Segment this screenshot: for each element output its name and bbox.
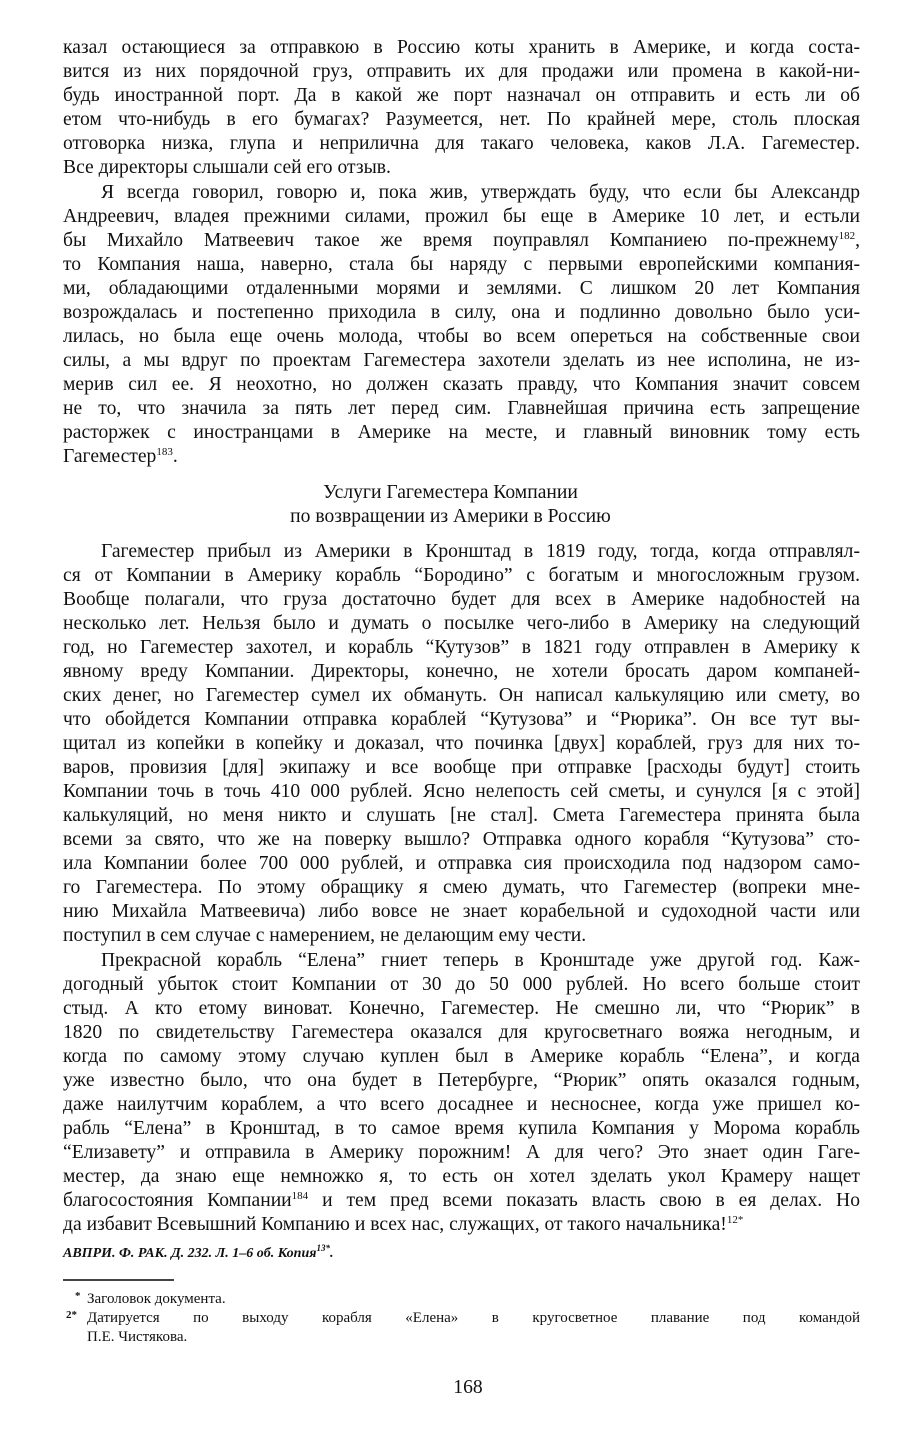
- text-fragment: бы Михайло Матвеевич такое же время поуправлял Компаниею по-прежнему: [63, 230, 839, 251]
- text-line: местер, да знаю еще немножко я, то есть он хотел зделать укол Крамеру нащет: [63, 1166, 860, 1187]
- text-line: етом что-нибудь в его бумагах? Разумеется, нет. По крайней мере, столь плоская: [63, 109, 860, 130]
- text-line: всеми за свято, что же на поверку вышло? Отправка одного корабля “Кутузова” сто-: [63, 829, 860, 850]
- footnote-separator: [63, 1279, 174, 1281]
- text-line: Я всегда говорил, говорю и, пока жив, утверждать буду, что если бы Александр: [101, 182, 860, 203]
- footnote-text: Заголовок документа.: [87, 1291, 226, 1307]
- text-line: уже известно было, что она будет в Петербурге, “Рюрик” опять оказался годным,: [63, 1070, 860, 1091]
- text-fragment: и тем пред всеми показать власть свою в ея делах. Но: [308, 1190, 860, 1211]
- footnote-ref-184[interactable]: 184: [291, 1190, 309, 1202]
- text-line: Гагеместер$^{183}$.: [63, 446, 178, 467]
- footnote-text: Датируется по выходу корабля «Елена» в кругосветное плавание под командой: [87, 1310, 860, 1326]
- text-line: щитал из копейки в копейку и доказал, что починка [двух] кораблей, груз для них то-: [63, 733, 860, 754]
- text-line: силы, а мы вдруг по проектам Гагеместера захотели зделать из нее исполина, не из-: [63, 350, 860, 371]
- text-fragment: Гагеместер: [63, 446, 157, 467]
- text-fragment: благосостояния Компании: [63, 1190, 292, 1211]
- text-line: когда по самому этому случаю куплен был в Америке корабль “Елена”, и когда: [63, 1046, 860, 1067]
- footnote-ref-182[interactable]: 182: [838, 230, 856, 242]
- text-line: даже наилутчим кораблем, а что всего досаднее и несноснее, когда уже пришел ко-: [63, 1094, 860, 1115]
- text-line: расторжек с иностранцами в Америке на месте, и главный виновник тому есть: [63, 422, 860, 443]
- text-line: будь иностранной порт. Да в какой же порт назначал он отправить и есть ли об: [63, 85, 860, 106]
- text-line: ила Компании более 700 000 рублей, и отправка сия происходила под надзором само-: [63, 853, 860, 874]
- footnote-mark: *: [75, 1290, 81, 1302]
- text-line: нию Михайла Матвеевича) либо вовсе не знает корабельной и судоходной части или: [63, 901, 860, 922]
- text-fragment: да избавит Всевышний Компанию и всех нас, служащих, от такого начальника!: [63, 1214, 727, 1235]
- section-heading-line-1: Услуги Гагеместера Компании: [323, 482, 578, 503]
- footnote-ref-12[interactable]: 12*: [726, 1214, 744, 1226]
- text-line: стыд. А кто етому виноват. Конечно, Гагеместер. Не смешно ли, что “Рюрик” в: [63, 998, 860, 1019]
- text-line: вится из них порядочной груз, отправить их для продажи или промена в какой-ни-: [63, 61, 860, 82]
- text-line: казал остающиеся за отправкою в Россию коты хранить в Америке, и когда соста-: [63, 37, 860, 58]
- text-line: явному вреду Компании. Директоры, конечно, не хотели бросать даром компаней-: [63, 661, 860, 682]
- text-line: возрождалась и постепенно приходила в силу, она и подлинно довольно было уси-: [63, 302, 860, 323]
- section-heading-line-2: по возвращении из Америки в Россию: [290, 506, 611, 527]
- text-line: бы Михайло Матвеевич такое же время поуправлял Компаниею по-прежнему$^{182}$,: [63, 230, 860, 251]
- text-line: то Компания наша, наверно, стала бы наряду с первыми европейскими компания-: [63, 254, 860, 275]
- text-line: го Гагеместера. По этому обращику я смею думать, что Гагеместер (вопреки мне-: [63, 877, 860, 898]
- archive-reference-end: .: [329, 1246, 334, 1261]
- text-line: не то, что значила за пять лет перед сим. Главнейшая причина есть запрещение: [63, 398, 860, 419]
- archive-reference: [63, 1244, 333, 1264]
- text-line: ми, обладающими отдаленными морями и землями. С лишком 20 лет Компания: [63, 278, 860, 299]
- page-number: 168: [453, 1377, 483, 1398]
- text-line: Прекрасной корабль “Елена” гниет теперь в Кронштаде уже другой год. Каж-: [101, 950, 860, 971]
- footnote-mark: 2*: [66, 1309, 77, 1321]
- text-line: что обойдется Компании отправка кораблей “Кутузова” и “Рюрика”. Он все тут вы-: [63, 709, 860, 730]
- archive-reference-text: АВПРИ. Ф. РАК. Д. 232. Л. 1–6 об. Копия: [63, 1246, 317, 1261]
- text-line: Андреевич, владея прежними силами, прожил бы еще в Америке 10 лет, и естьли: [63, 206, 860, 227]
- text-line: Гагеместер прибыл из Америки в Кронштад в 1819 году, тогда, когда отправлял-: [101, 541, 860, 562]
- text-line: калькуляций, но меня никто и слушать [не стал]. Смета Гагеместера принята была: [63, 805, 860, 826]
- text-line: мерив сил ее. Я неохотно, но должен сказать правду, что Компания значит совсем: [63, 374, 860, 395]
- footnote-ref-13[interactable]: 13*: [316, 1243, 330, 1253]
- text-line: ских денег, но Гагеместер сумел их обмануть. Он написал калькуляцию или смету, во: [63, 685, 860, 706]
- text-line: догодный убыток стоит Компании от 30 до 50 000 рублей. Но всего больше стоит: [63, 974, 860, 995]
- text-line: отговорка низка, глупа и неприлична для такаго человека, каков Л.А. Гагеместер.: [63, 133, 860, 154]
- text-line: [63, 1213, 860, 1237]
- text-line: несколько лет. Нельзя было и думать о посылке чего-либо в Америку на следующий: [63, 613, 860, 634]
- text-line: [63, 1189, 860, 1213]
- text-line: Компании точь в точь 410 000 рублей. Ясно нелепость сей сметы, и сунулся [я с этой]: [63, 781, 860, 802]
- text-line: поступил в сем случае с намерением, не делающим ему чести.: [63, 925, 587, 946]
- text-line: варов, провизия [для] экипажу и все вообще при отправке [расходы будут] стоить: [63, 757, 860, 778]
- text-line: ся от Компании в Америку корабль “Бородино” с богатым и многосложным грузом.: [63, 565, 860, 586]
- text-line: Вообще полагали, что груза достаточно будет для всех в Америке надобностей на: [63, 589, 860, 610]
- text-line: рабль “Елена” в Кронштад, в то самое время купила Компания у Морома корабль: [63, 1118, 860, 1139]
- footnote-text: П.Е. Чистякова.: [87, 1329, 188, 1345]
- text-line: год, но Гагеместер захотел, и корабль “Кутузов” в 1821 году отправлен в Америку к: [63, 637, 860, 658]
- footnote-ref-183[interactable]: 183: [156, 446, 173, 458]
- text-line: Все директоры слышали сей его отзыв.: [63, 157, 391, 178]
- text-line: “Елизавету” и отправила в Америку порожним! А для чего? Это знает один Гаге-: [63, 1142, 860, 1163]
- text-line: лилась, но была еще очень молода, чтобы во всем опереться на собственные свои: [63, 326, 860, 347]
- text-line: 1820 по свидетельству Гагеместера оказался для кругосветнаго вояжа негодным, и: [63, 1022, 860, 1043]
